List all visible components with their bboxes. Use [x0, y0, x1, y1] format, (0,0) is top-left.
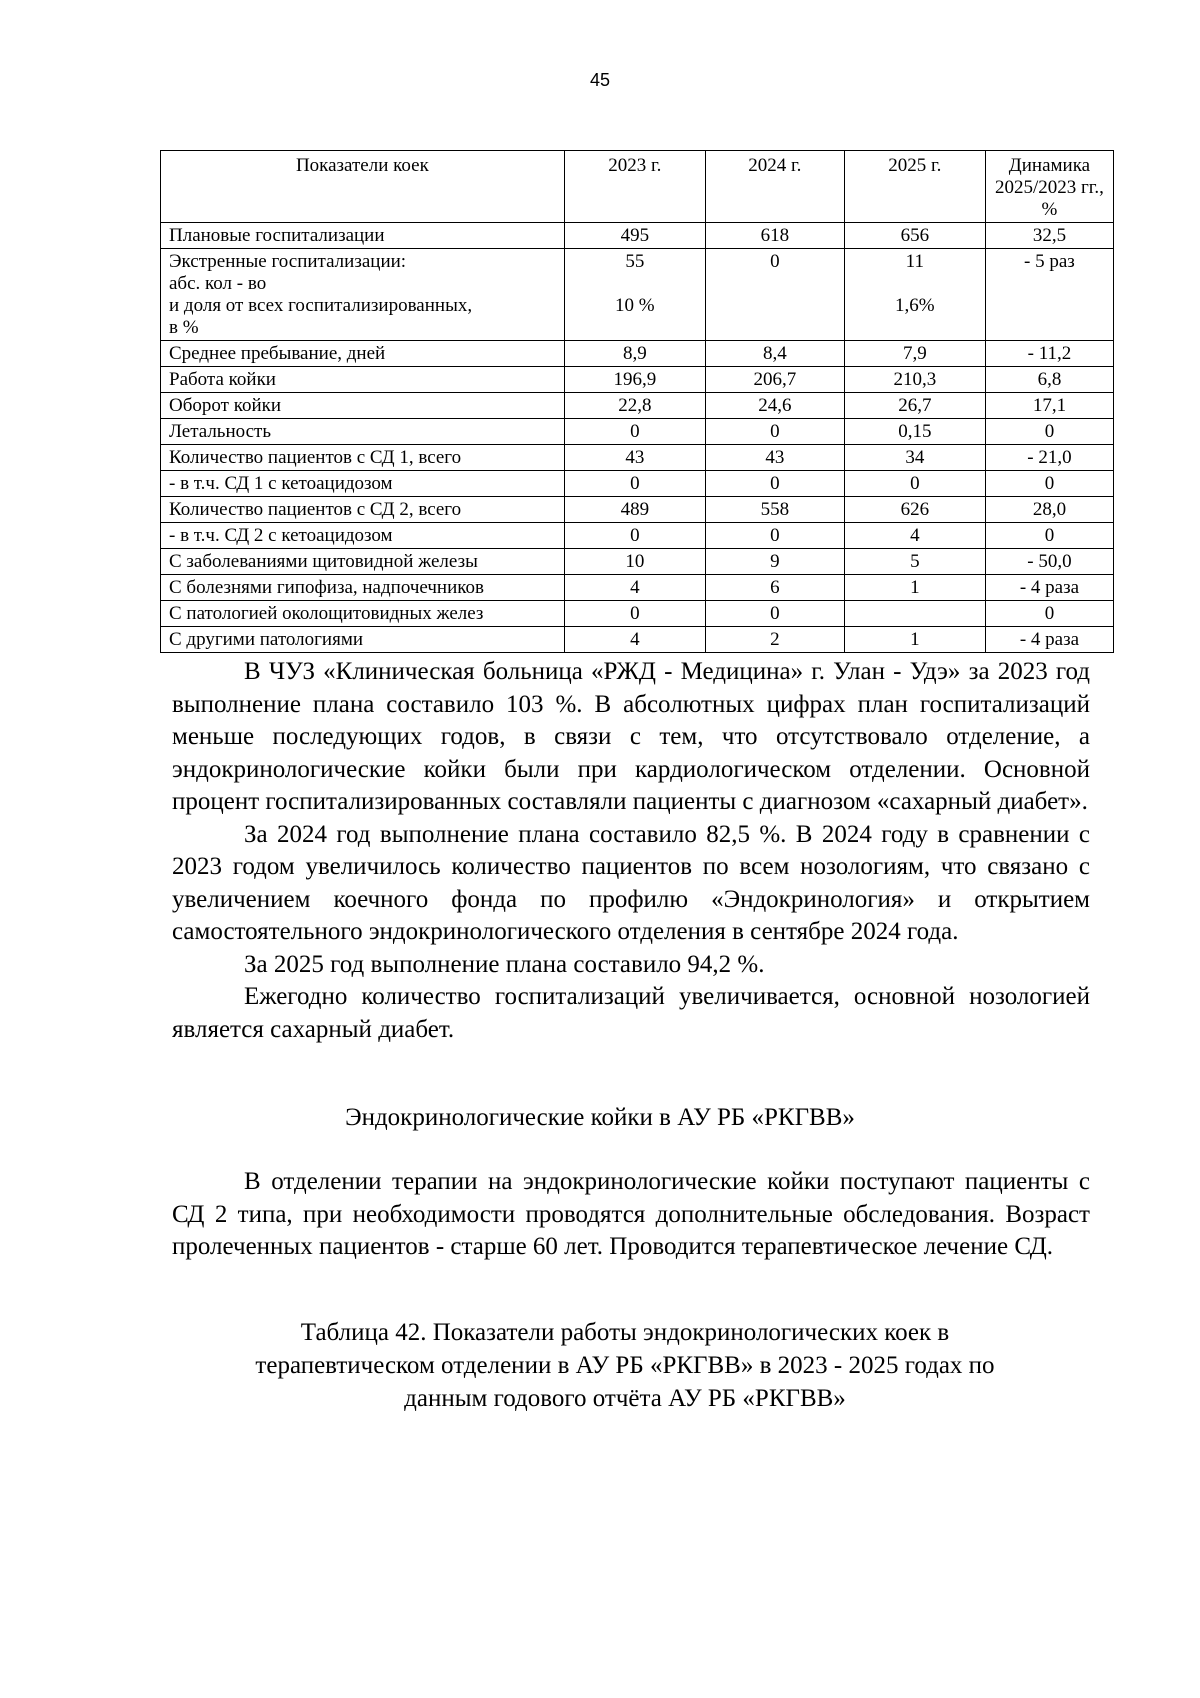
- cell-line: - 11,2: [1027, 343, 1072, 364]
- table-row: [161, 497, 1114, 523]
- cell-line: 489: [620, 499, 650, 520]
- cell-line: - 50,0: [1027, 551, 1072, 572]
- body-text-section: [172, 656, 1090, 1046]
- table-cell-c2025: [844, 445, 985, 471]
- table-header-cell: 2023 г.: [564, 151, 705, 223]
- cell-line: 10: [625, 551, 645, 572]
- cell-line: 0: [1044, 421, 1055, 442]
- paragraph: В ЧУЗ «Клиническая больница «РЖД - Медицина» г. Улан - Удэ» за 2023 год выполнение плана составило 103 %. В абсолютных цифрах план госпитализаций меньше последующих годов, в связи с тем, что отсутствовало отделение, а эндокринологические койки были при кардиологическом отделении. Основной процент госпитализированных составляли пациенты с диагнозом «сахарный диабет».: [172, 658, 1090, 815]
- cell-line: [988, 317, 1111, 339]
- cell-line: 0: [630, 525, 640, 546]
- table-cell-dyn: [985, 549, 1113, 575]
- cell-line: [708, 273, 842, 295]
- cell-line: [847, 603, 983, 625]
- cell-line: 0: [770, 251, 780, 272]
- table-row: [161, 367, 1114, 393]
- cell-line: [567, 273, 703, 295]
- table-cell-c2023: [564, 223, 705, 249]
- table-cell-c2025: [844, 341, 985, 367]
- cell-line: 210,3: [893, 369, 937, 390]
- table-cell-c2025: [844, 471, 985, 497]
- cell-line: 206,7: [753, 369, 797, 390]
- table-cell-c2024: [705, 549, 844, 575]
- table-cell-c2023: [564, 627, 705, 653]
- table-cell-dyn: [985, 419, 1113, 445]
- table-cell-c2024: [705, 393, 844, 419]
- cell-line: 55: [625, 251, 645, 272]
- table-cell-dyn: [985, 341, 1113, 367]
- cell-line: 4: [910, 525, 920, 546]
- table-row-label: [161, 393, 565, 419]
- table-cell-dyn: [985, 601, 1113, 627]
- table-cell-c2023: [564, 575, 705, 601]
- cell-line: - 4 раза: [1019, 577, 1080, 598]
- table-cell-c2025: [844, 393, 985, 419]
- cell-line: 0: [630, 603, 640, 624]
- cell-line: 5: [910, 551, 920, 572]
- table-row-label: [161, 627, 565, 653]
- cell-line: [847, 273, 983, 295]
- cell-line: 0: [1044, 525, 1055, 546]
- cell-line: 34: [905, 447, 925, 468]
- table-cell-c2023: [564, 523, 705, 549]
- table-header-cell: Динамика 2025/2023 гг., %: [985, 151, 1113, 223]
- cell-line: 0: [630, 473, 640, 494]
- cell-line: - в т.ч. СД 1 с кетоацидозом: [169, 473, 393, 494]
- caption-line: терапевтическом отделении в АУ РБ «РКГВВ» в 2023 - 2025 годах по: [255, 1352, 995, 1379]
- cell-line: 11: [905, 251, 924, 272]
- cell-line: 0: [1044, 603, 1055, 624]
- table-row-label: [161, 249, 565, 341]
- table-cell-dyn: [985, 627, 1113, 653]
- bed-indicators-table: [160, 150, 1114, 653]
- cell-line: Количество пациентов с СД 1, всего: [169, 447, 462, 468]
- table-cell-c2025: [844, 575, 985, 601]
- table-cell-c2024: [705, 249, 844, 341]
- table-cell-c2024: [705, 223, 844, 249]
- section-subheading: Эндокринологические койки в АУ РБ «РКГВВ»: [345, 1104, 855, 1131]
- table-cell-dyn: [985, 471, 1113, 497]
- cell-line: и доля от всех госпитализированных,: [169, 295, 473, 316]
- table-cell-c2024: [705, 497, 844, 523]
- cell-line: 9: [770, 551, 780, 572]
- table-row: [161, 419, 1114, 445]
- cell-line: 6,8: [1037, 369, 1062, 390]
- table-row: [161, 249, 1114, 341]
- cell-line: Летальность: [169, 421, 272, 442]
- cell-line: Работа койки: [169, 369, 276, 390]
- paragraph: Ежегодно количество госпитализаций увеличивается, основной нозологией является сахарный диабет.: [172, 983, 1090, 1043]
- cell-line: 1: [910, 629, 920, 650]
- cell-line: 10 %: [615, 295, 655, 316]
- table-cell-c2023: [564, 393, 705, 419]
- table-header-cell: Показатели коек: [161, 151, 565, 223]
- table-cell-c2024: [705, 367, 844, 393]
- table-row: [161, 549, 1114, 575]
- table-row: [161, 445, 1114, 471]
- table-row-label: [161, 419, 565, 445]
- table-cell-c2024: [705, 575, 844, 601]
- cell-line: - 4 раза: [1019, 629, 1080, 650]
- cell-line: 1: [910, 577, 920, 598]
- table-cell-dyn: [985, 497, 1113, 523]
- cell-line: - в т.ч. СД 2 с кетоацидозом: [169, 525, 393, 546]
- table-row: [161, 627, 1114, 653]
- table-cell-c2023: [564, 445, 705, 471]
- table-row-label: [161, 223, 565, 249]
- table-cell-dyn: [985, 445, 1113, 471]
- cell-line: [988, 273, 1111, 295]
- table-cell-c2023: [564, 419, 705, 445]
- cell-line: 22,8: [618, 395, 652, 416]
- table-row-label: [161, 601, 565, 627]
- cell-line: Плановые госпитализации: [169, 225, 385, 246]
- cell-line: 656: [900, 225, 930, 246]
- cell-line: 43: [765, 447, 785, 468]
- table-cell-c2023: [564, 341, 705, 367]
- table-cell-c2025: [844, 367, 985, 393]
- cell-line: 0: [770, 473, 780, 494]
- table-cell-c2025: [844, 249, 985, 341]
- caption-line: данным годового отчёта АУ РБ «РКГВВ»: [404, 1385, 846, 1412]
- paragraph: В отделении терапии на эндокринологические койки поступают пациенты с СД 2 типа, при необходимости проводятся дополнительные обследования. Возраст пролеченных пациентов - старше 60 лет. Проводится терапевтическое лечение СД.: [172, 1168, 1090, 1260]
- paragraph: За 2024 год выполнение плана составило 82,5 %. В 2024 году в сравнении с 2023 годом увеличилось количество пациентов по всем нозологиям, что связано с увеличением коечного фонда по профилю «Эндокринология» и открытием самостоятельного эндокринологического отделения в сентябре 2024 года.: [172, 820, 1090, 945]
- table-cell-dyn: [985, 249, 1113, 341]
- table-cell-c2023: [564, 549, 705, 575]
- table-row-label: [161, 367, 565, 393]
- cell-line: - 5 раз: [1024, 251, 1075, 272]
- table-row: [161, 393, 1114, 419]
- table-cell-c2023: [564, 471, 705, 497]
- table-cell-dyn: [985, 523, 1113, 549]
- cell-line: 24,6: [758, 395, 792, 416]
- table-header-row: [161, 151, 1114, 223]
- cell-line: 0: [770, 603, 780, 624]
- table-cell-c2025: [844, 523, 985, 549]
- cell-line: Количество пациентов с СД 2, всего: [169, 499, 462, 520]
- table-cell-c2023: [564, 497, 705, 523]
- cell-line: С другими патологиями: [169, 629, 364, 650]
- table-cell-dyn: [985, 393, 1113, 419]
- cell-line: 6: [770, 577, 780, 598]
- table-caption: [160, 1316, 1090, 1415]
- cell-line: Среднее пребывание, дней: [169, 343, 386, 364]
- table-header-cell: 2025 г.: [844, 151, 985, 223]
- cell-line: [708, 317, 842, 339]
- cell-line: С заболеваниями щитовидной железы: [169, 551, 478, 572]
- table-cell-c2024: [705, 419, 844, 445]
- table-row: [161, 223, 1114, 249]
- paragraph: За 2025 год выполнение плана составило 94,2 %.: [244, 950, 765, 978]
- table-row-label: [161, 549, 565, 575]
- table-row: [161, 575, 1114, 601]
- table-row: [161, 341, 1114, 367]
- table-row: [161, 601, 1114, 627]
- cell-line: 196,9: [613, 369, 657, 390]
- cell-line: 0: [770, 525, 780, 546]
- cell-line: 43: [625, 447, 645, 468]
- cell-line: 7,9: [902, 343, 927, 364]
- table-row-label: [161, 341, 565, 367]
- table-cell-c2025: [844, 223, 985, 249]
- table-cell-c2025: [844, 419, 985, 445]
- table-cell-dyn: [985, 575, 1113, 601]
- table-cell-c2025: [844, 497, 985, 523]
- cell-line: 0: [630, 421, 640, 442]
- cell-line: 0: [770, 421, 780, 442]
- caption-line: Таблица 42. Показатели работы эндокринологических коек в: [300, 1319, 950, 1346]
- cell-line: в %: [169, 317, 199, 338]
- cell-line: Экстренные госпитализации:: [169, 251, 407, 272]
- cell-line: [708, 295, 842, 317]
- cell-line: Оборот койки: [169, 395, 282, 416]
- table-cell-c2024: [705, 627, 844, 653]
- cell-line: 626: [900, 499, 930, 520]
- cell-line: 28,0: [1032, 499, 1067, 520]
- table-header-cell: 2024 г.: [705, 151, 844, 223]
- cell-line: - 21,0: [1027, 447, 1072, 468]
- table-cell-c2024: [705, 601, 844, 627]
- table-row-label: [161, 523, 565, 549]
- cell-line: С болезнями гипофиза, надпочечников: [169, 577, 484, 598]
- cell-line: 26,7: [898, 395, 932, 416]
- cell-line: 4: [630, 629, 640, 650]
- table-cell-c2025: [844, 627, 985, 653]
- table-cell-c2024: [705, 471, 844, 497]
- table-cell-dyn: [985, 367, 1113, 393]
- cell-line: абс. кол - во: [169, 273, 267, 294]
- cell-line: 2: [770, 629, 780, 650]
- cell-line: 0: [910, 473, 920, 494]
- cell-line: 0: [1044, 473, 1055, 494]
- table-cell-c2024: [705, 523, 844, 549]
- table-body: [161, 223, 1114, 653]
- table-cell-c2023: [564, 601, 705, 627]
- table-cell-c2024: [705, 445, 844, 471]
- cell-line: С патологией околощитовидных желез: [169, 603, 484, 624]
- cell-line: 8,4: [762, 343, 787, 364]
- cell-line: [988, 295, 1111, 317]
- body-text-section-2: [172, 1166, 1090, 1264]
- cell-line: 17,1: [1032, 395, 1067, 416]
- table-row: [161, 471, 1114, 497]
- cell-line: [847, 317, 983, 339]
- table-cell-c2023: [564, 367, 705, 393]
- table-cell-c2025: [844, 549, 985, 575]
- cell-line: 1,6%: [895, 295, 935, 316]
- table-cell-dyn: [985, 223, 1113, 249]
- table-cell-c2023: [564, 249, 705, 341]
- cell-line: 32,5: [1032, 225, 1067, 246]
- cell-line: 618: [760, 225, 790, 246]
- cell-line: 4: [630, 577, 640, 598]
- cell-line: 495: [620, 225, 650, 246]
- cell-line: 558: [760, 499, 790, 520]
- table-row: [161, 523, 1114, 549]
- table-cell-c2025: [844, 601, 985, 627]
- table-cell-c2024: [705, 341, 844, 367]
- table-row-label: [161, 497, 565, 523]
- cell-line: 0,15: [898, 421, 932, 442]
- cell-line: [567, 317, 703, 339]
- page-number: 45: [589, 70, 611, 90]
- table-row-label: [161, 575, 565, 601]
- table-row-label: [161, 445, 565, 471]
- cell-line: 8,9: [622, 343, 647, 364]
- table-row-label: [161, 471, 565, 497]
